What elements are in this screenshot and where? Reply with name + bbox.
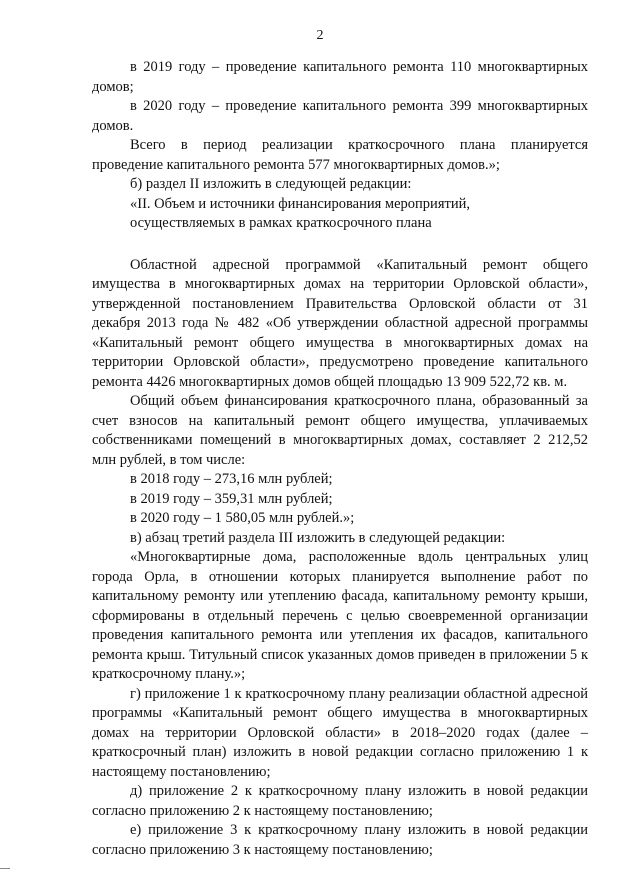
- paragraph-item-b: б) раздел II изложить в следующей редакции:: [130, 176, 412, 192]
- financing-2020: в 2020 году – 1 580,05 млн рублей.»;: [130, 510, 355, 526]
- paragraph-2020: в 2020 году – проведение капитального ремонта 399 многоквартирных домов.: [92, 98, 588, 134]
- paragraph-central-streets: «Многоквартирные дома, расположенные вдоль центральных улиц города Орла, в отношении которых планируется выполнение работ по капитальному ремонту или утеплению фасада, капитальному ремонту крыши, сформированы в отдельный перечень с целью своевременной организации проведения капитального ремонта или утепления их фасадов, капитального ремонта крыш. Титульный список указанных домов приведен в приложении 5 к краткосрочному плану.»;: [92, 549, 588, 682]
- financing-2019: в 2019 году – 359,31 млн рублей;: [130, 490, 333, 507]
- paragraph-2019: в 2019 году – проведение капитального ремонта 110 многоквартирных домов;: [92, 59, 588, 95]
- section-heading-line-1: «II. Объем и источники финансирования мероприятий,: [130, 195, 470, 212]
- paragraph-item-v: в) абзац третий раздела III изложить в следующей редакции:: [130, 529, 506, 546]
- section-heading-line-2: осуществляемых в рамках краткосрочного плана: [130, 215, 432, 231]
- paragraph-item-e: е) приложение 3 к краткосрочному плану изложить в новой редакции согласно приложению 3 к настоящему постановлению;: [92, 822, 588, 858]
- paragraph-financing: Общий объем финансирования краткосрочного плана, образованный за счет взносов на капитальный ремонт общего имущества, уплачиваемых собственниками помещений в многоквартирных домах, составляет 2 212,52 млн рублей, в том числе:: [92, 393, 588, 468]
- page-number: 2: [316, 28, 324, 43]
- document-body: [92, 58, 588, 860]
- paragraph-item-g: г) приложение 1 к краткосрочному плану реализации областной адресной программы «Капитальный ремонт общего имущества в многоквартирных домах на территории Орловской области» в 2018–2020 годах (далее – краткосрочный план) изложить в новой редакции согласно приложению 1 к настоящему постановлению;: [92, 685, 588, 780]
- scan-edge-mark: [0, 868, 10, 869]
- paragraph-program: Областной адресной программой «Капитальный ремонт общего имущества в многоквартирных домах на территории Орловской области», утвержденной постановлением Правительства Орловской области от 31 декабря 2013 года № 482 «Об утверждении областной адресной программы «Капитальный ремонт общего имущества в многоквартирных домах на территории Орловской области», предусмотрено проведение капитального ремонта 4426 многоквартирных домов общей площадью 13 909 522,72 кв. м.: [92, 256, 588, 390]
- paragraph-total: Всего в период реализации краткосрочного плана планируется проведение капитального ремонта 577 многоквартирных домов.»;: [92, 137, 588, 173]
- financing-2018: в 2018 году – 273,16 млн рублей;: [130, 471, 333, 487]
- paragraph-item-d: д) приложение 2 к краткосрочному плану изложить в новой редакции согласно приложению 2 к настоящему постановлению;: [92, 783, 588, 819]
